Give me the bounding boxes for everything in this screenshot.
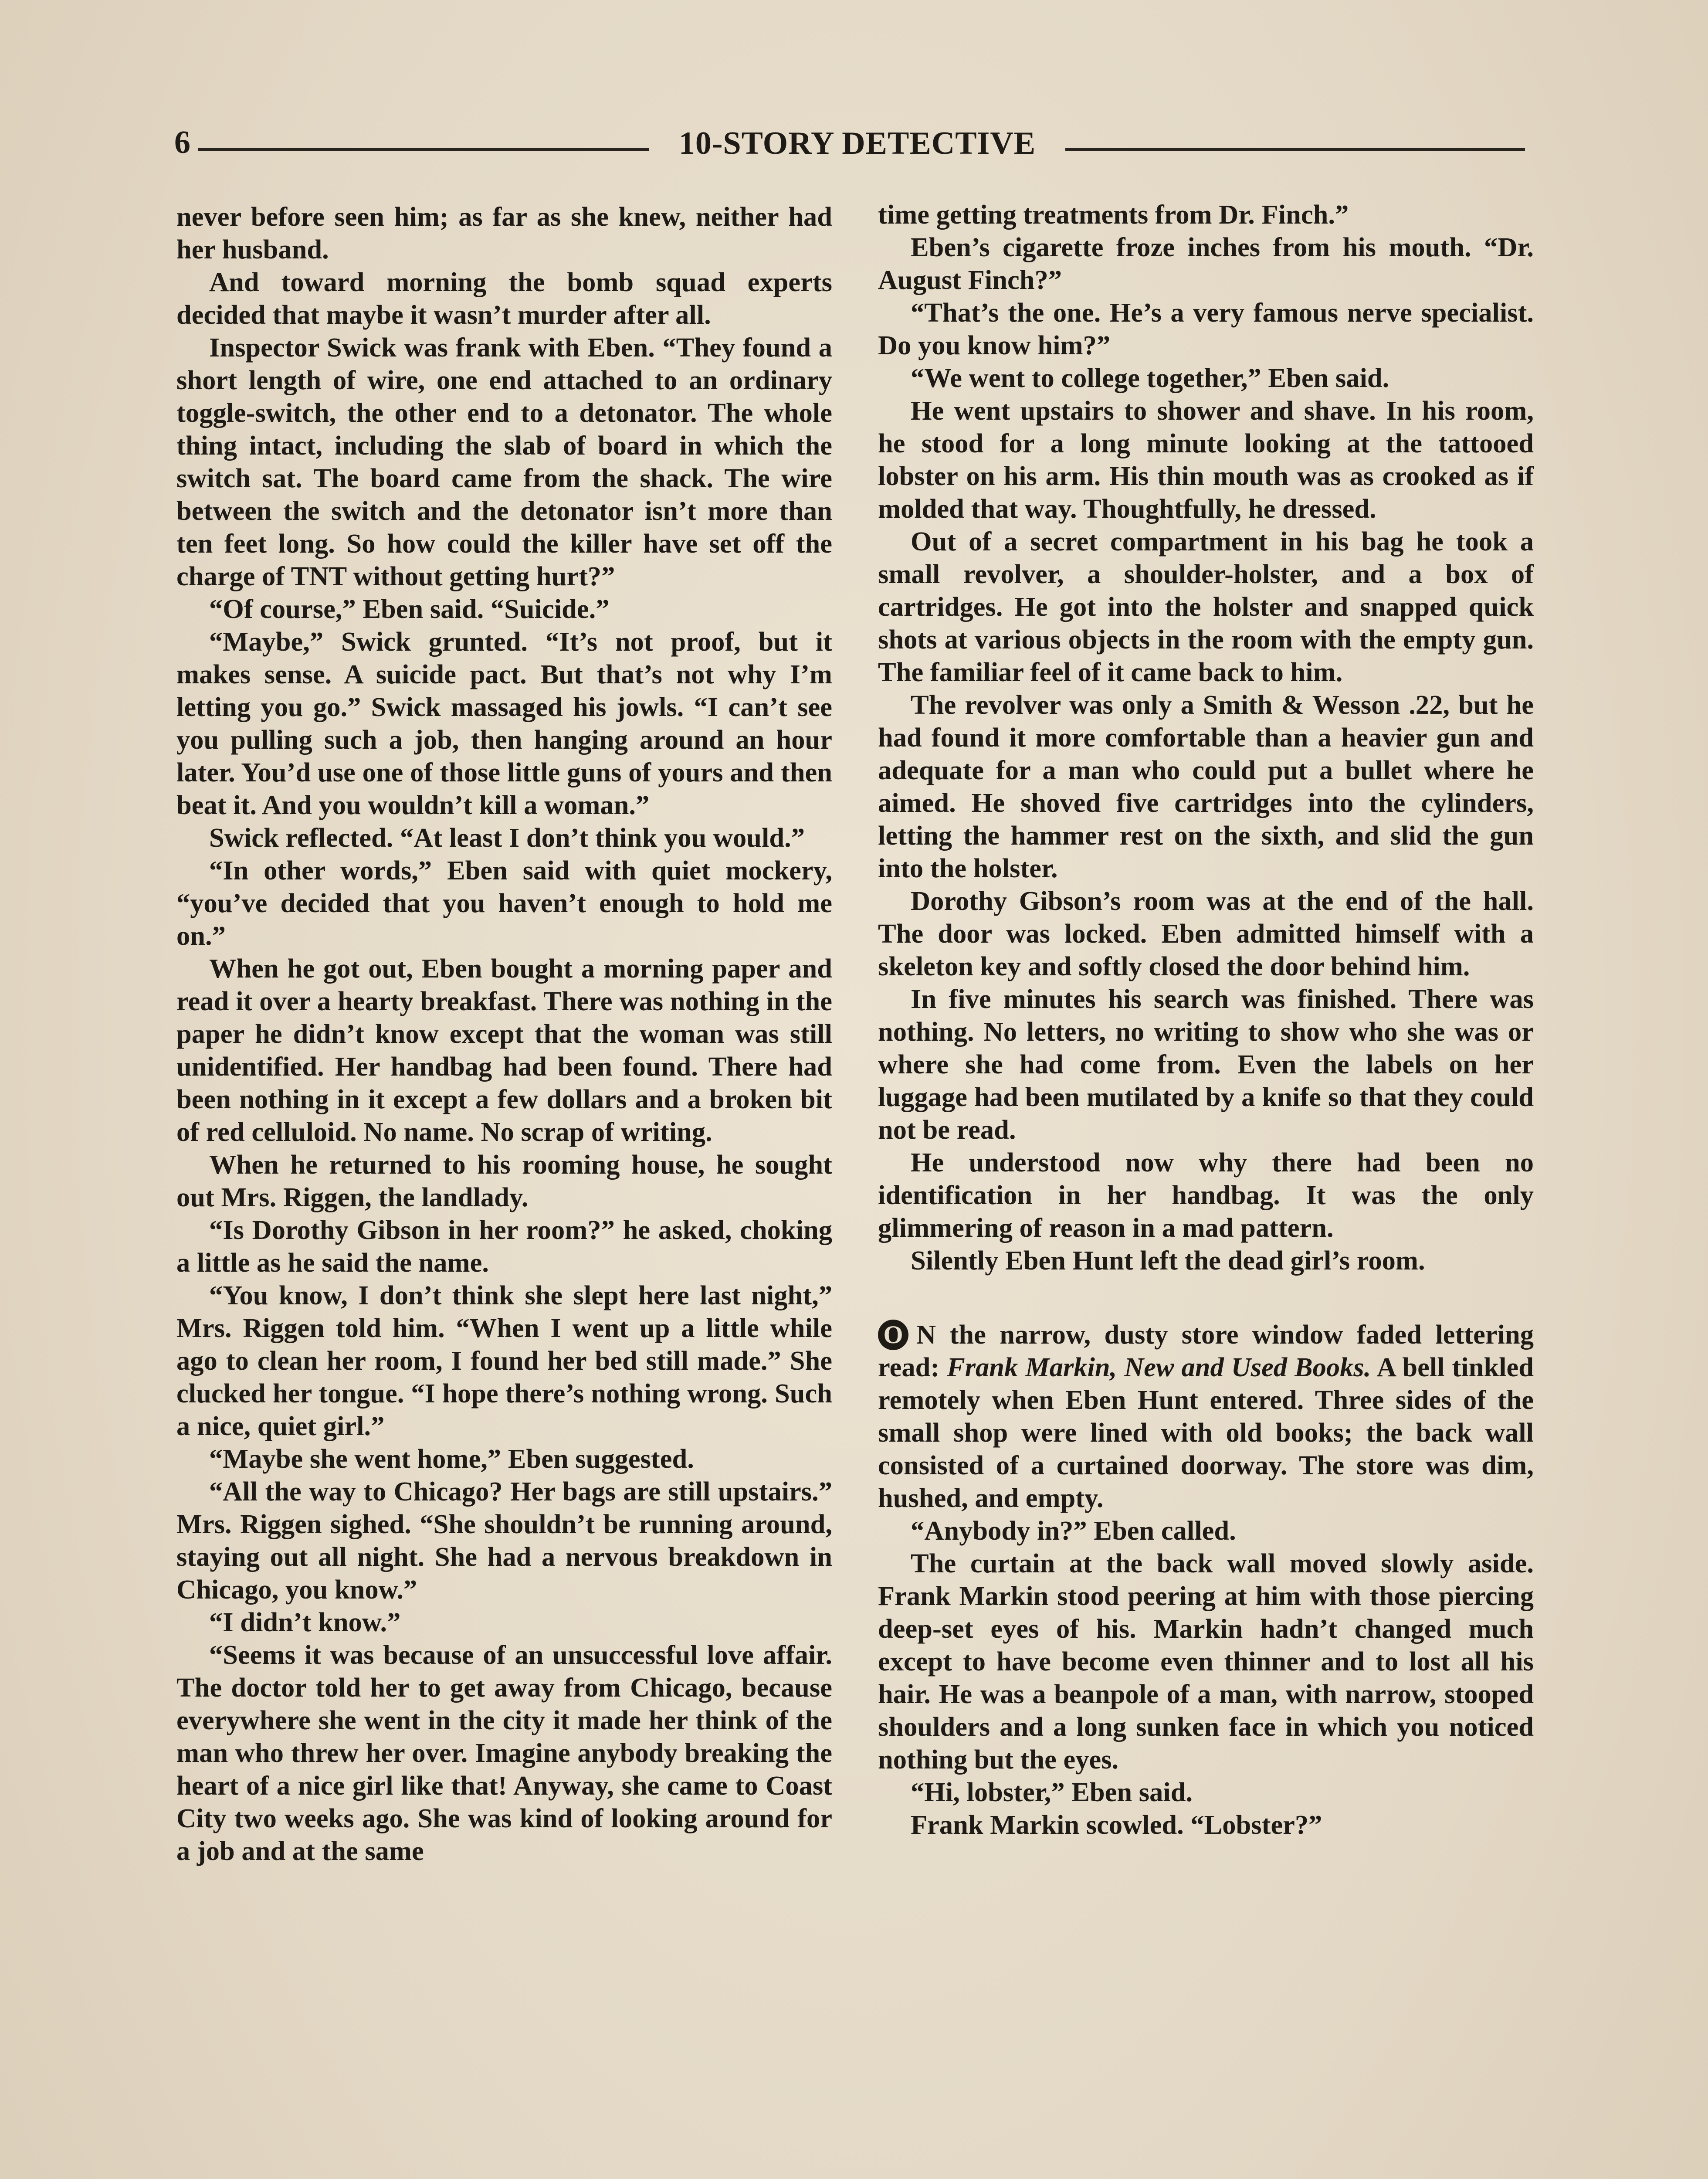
paragraph: Silently Eben Hunt left the dead girl’s room. xyxy=(911,1245,1425,1276)
paragraph: “Maybe she went home,” Eben suggested. xyxy=(209,1443,694,1474)
paragraph: “Seems it was because of an unsuccessful love affair. The doctor told her to get away from Chicago, because everywhere she went in the city it made her think of the man who threw her over. Imagine anybody breaking the heart of a nice girl like that! Anyway, she came to Coast City two weeks ago. She was kind of looking around for a job and at the same xyxy=(176,1639,832,1866)
paragraph: “Hi, lobster,” Eben said. xyxy=(911,1777,1193,1807)
paragraph: “Maybe,” Swick grunted. “It’s not proof, but it makes sense. A suicide pact. But that’s not why I’m letting you go.” Swick massaged his jowls. “I can’t see you pulling such a job, then hanging around an hour later. You’d use one of those little guns of yours and then beat it. And you wouldn’t kill a woman.” xyxy=(176,626,832,820)
right-column xyxy=(878,198,1534,1841)
header-rule-left xyxy=(198,148,649,151)
store-sign-text: Frank Markin, New and Used Books. xyxy=(947,1352,1371,1382)
header-rule-right xyxy=(1065,148,1525,151)
paragraph: “I didn’t know.” xyxy=(209,1607,401,1637)
paragraph: “You know, I don’t think she slept here last night,” Mrs. Riggen told him. “When I went up a little while ago to clean her room, I found her bed still made.” She clucked her tongue. “I hope there’s nothing wrong. Such a nice, quiet girl.” xyxy=(176,1280,832,1441)
paragraph-text: A bell tinkled remotely when Eben Hunt entered. Three sides of the small shop were lined with old books; the back wall consisted of a curtained doorway. The store was dim, hushed, and empty. xyxy=(878,1352,1534,1513)
paragraph: In five minutes his search was finished. There was nothing. No letters, no writing to show who she was or where she had come from. Even the labels on her luggage had been mutilated by a knife so that they could not be read. xyxy=(878,984,1534,1145)
paragraph: “We went to college together,” Eben said. xyxy=(911,363,1389,393)
paragraph: Eben’s cigarette froze inches from his mouth. “Dr. August Finch?” xyxy=(878,232,1534,295)
paragraph: “In other words,” Eben said with quiet mockery, “you’ve decided that you haven’t enough to hold me on.” xyxy=(176,855,832,951)
paragraph: And toward morning the bomb squad experts decided that maybe it wasn’t murder after all. xyxy=(176,267,832,330)
paragraph: Swick reflected. “At least I don’t think you would.” xyxy=(209,822,805,853)
drop-cap: O xyxy=(878,1320,908,1350)
paragraph: When he got out, Eben bought a morning paper and read it over a hearty breakfast. There was nothing in the paper he didn’t know except that the woman was still unidentified. Her handbag had been found. There had been nothing in it except a few dollars and a broken bit of red celluloid. No name. No scrap of writing. xyxy=(176,953,832,1147)
paragraph: never before seen him; as far as she knew, neither had her husband. xyxy=(176,201,832,265)
paragraph: “Anybody in?” Eben called. xyxy=(911,1515,1236,1546)
paragraph: He understood now why there had been no identification in her handbag. It was the only glimmering of reason in a mad pattern. xyxy=(878,1147,1534,1243)
paragraph: The revolver was only a Smith & Wesson .22, but he had found it more comfortable than a heavier gun and adequate for a man who could put a bullet where he aimed. He shoved five cartridges into the cylinders, letting the hammer rest on the sixth, and slid the gun into the holster. xyxy=(878,689,1534,883)
paragraph: Dorothy Gibson’s room was at the end of the hall. The door was locked. Eben admitted himself with a skeleton key and softly closed the door behind him. xyxy=(878,886,1534,981)
paragraph: “Of course,” Eben said. “Suicide.” xyxy=(209,594,610,624)
paragraph: When he returned to his rooming house, he sought out Mrs. Riggen, the landlady. xyxy=(176,1149,832,1212)
paragraph: The curtain at the back wall moved slowly aside. Frank Markin stood peering at him with those piercing deep-set eyes of his. Markin hadn’t changed much except to have become even thinner and to lost all his hair. He was a beanpole of a man, with narrow, stooped shoulders and a long sunken face in which you noticed nothing but the eyes. xyxy=(878,1548,1534,1775)
paragraph: Frank Markin scowled. “Lobster?” xyxy=(911,1809,1322,1840)
page-number: 6 xyxy=(174,125,190,160)
paragraph: Inspector Swick was frank with Eben. “They found a short length of wire, one end attached to an ordinary toggle-switch, the other end to a detonator. The whole thing intact, including the slab of board in which the switch sat. The board came from the shack. The wire between the switch and the detonator isn’t more than ten feet long. So how could the killer have set off the charge of TNT without getting hurt?” xyxy=(176,332,832,591)
paragraph: time getting treatments from Dr. Finch.” xyxy=(878,199,1349,230)
paragraph: “Is Dorothy Gibson in her room?” he asked, choking a little as he said the name. xyxy=(176,1215,832,1278)
paragraph: Out of a secret compartment in his bag he took a small revolver, a shoulder-holster, and a box of cartridges. He got into the holster and snapped quick shots at various objects in the room with the empty gun. The familiar feel of it came back to him. xyxy=(878,526,1534,687)
paragraph-text: N the narrow, dusty store window faded lettering read: xyxy=(878,1319,1534,1382)
paragraph: “That’s the one. He’s a very famous nerve specialist. Do you know him?” xyxy=(878,297,1534,360)
section-opening-paragraph xyxy=(878,1318,1534,1514)
paragraph: He went upstairs to shower and shave. In his room, he stood for a long minute looking at the tattooed lobster on his arm. His thin mouth was as crooked as if molded that way. Thoughtfully, he dressed. xyxy=(878,395,1534,524)
left-column xyxy=(176,200,832,1867)
running-header-title: 10-STORY DETECTIVE xyxy=(678,126,1036,161)
paragraph: “All the way to Chicago? Her bags are still upstairs.” Mrs. Riggen sighed. “She shouldn’t be running around, staying out all night. She had a nervous breakdown in Chicago, you know.” xyxy=(176,1476,832,1605)
